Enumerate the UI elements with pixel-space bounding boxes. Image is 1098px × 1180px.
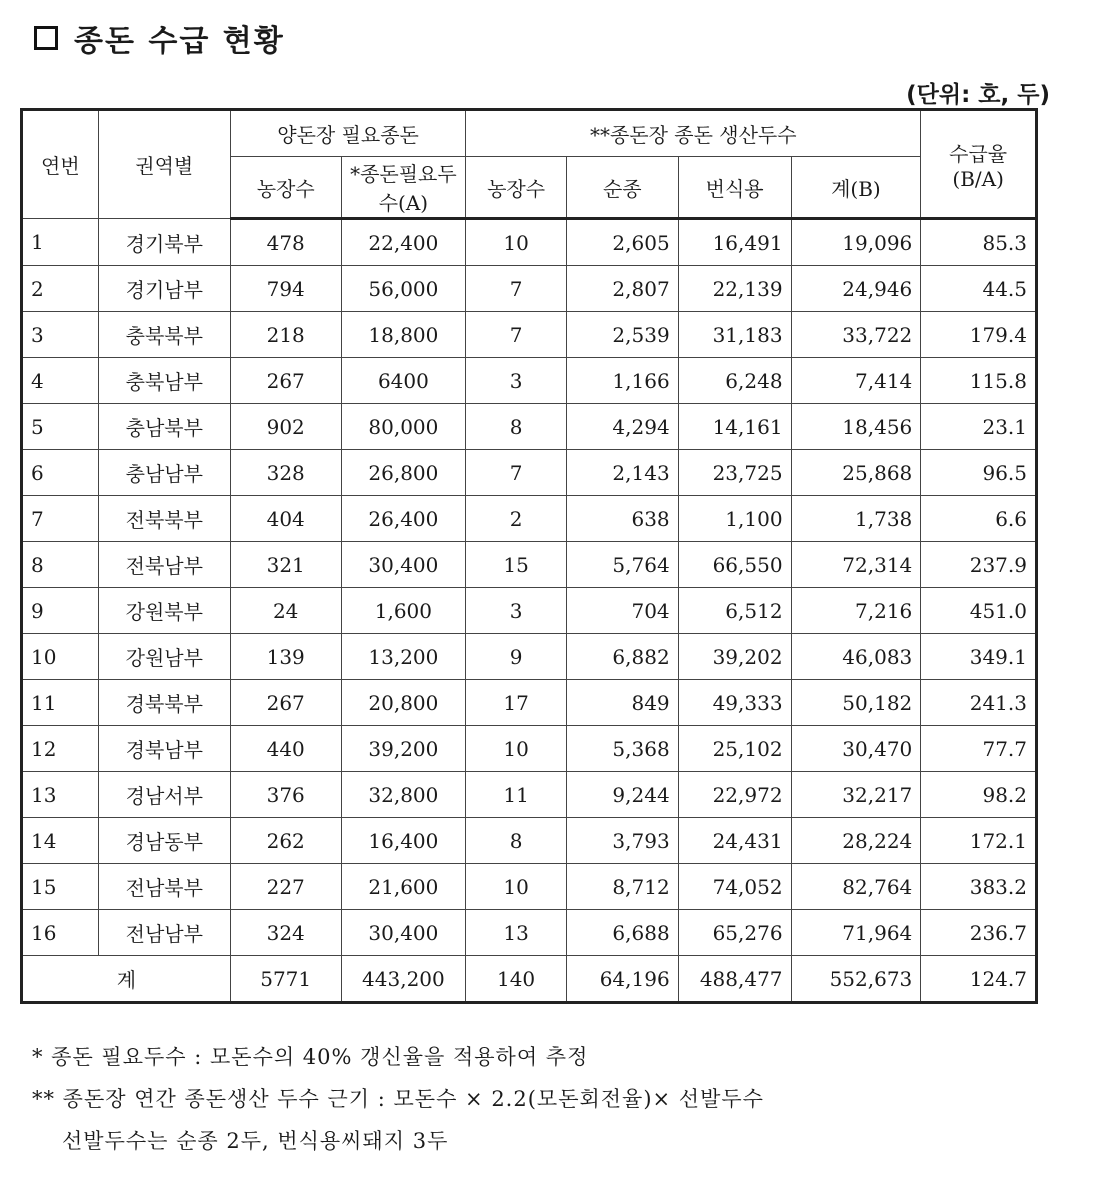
row-pure: 8,712 bbox=[566, 864, 678, 910]
row-pure: 6,688 bbox=[566, 910, 678, 956]
page-title-text: 종돈 수급 현황 bbox=[74, 24, 285, 59]
row-need: 30,400 bbox=[341, 910, 466, 956]
row-ratio: 96.5 bbox=[921, 450, 1037, 496]
header-region: 권역별 bbox=[98, 110, 230, 219]
table-row bbox=[22, 772, 1037, 818]
row-total: 1,738 bbox=[791, 496, 921, 542]
total-breed: 488,477 bbox=[678, 956, 791, 1003]
table-row bbox=[22, 266, 1037, 312]
row-breed: 23,725 bbox=[678, 450, 791, 496]
table-row bbox=[22, 358, 1037, 404]
row-region: 전남북부 bbox=[98, 864, 230, 910]
row-region: 전북북부 bbox=[98, 496, 230, 542]
row-supply-farms: 10 bbox=[466, 864, 567, 910]
table-row bbox=[22, 680, 1037, 726]
row-region: 경남동부 bbox=[98, 818, 230, 864]
row-need: 39,200 bbox=[341, 726, 466, 772]
row-farms: 376 bbox=[230, 772, 341, 818]
row-supply-farms: 7 bbox=[466, 450, 567, 496]
table-row bbox=[22, 588, 1037, 634]
table-row bbox=[22, 864, 1037, 910]
row-ratio: 172.1 bbox=[921, 818, 1037, 864]
row-pure: 9,244 bbox=[566, 772, 678, 818]
row-pure: 3,793 bbox=[566, 818, 678, 864]
row-breed: 14,161 bbox=[678, 404, 791, 450]
total-total: 552,673 bbox=[791, 956, 921, 1003]
row-breed: 39,202 bbox=[678, 634, 791, 680]
row-region: 전남남부 bbox=[98, 910, 230, 956]
row-seq: 2 bbox=[22, 266, 99, 312]
row-farms: 324 bbox=[230, 910, 341, 956]
row-supply-farms: 9 bbox=[466, 634, 567, 680]
header-total: 계(B) bbox=[791, 157, 921, 219]
table-row bbox=[22, 542, 1037, 588]
row-farms: 218 bbox=[230, 312, 341, 358]
row-farms: 328 bbox=[230, 450, 341, 496]
row-breed: 1,100 bbox=[678, 496, 791, 542]
row-total: 19,096 bbox=[791, 219, 921, 266]
row-total: 30,470 bbox=[791, 726, 921, 772]
row-breed: 66,550 bbox=[678, 542, 791, 588]
table-row bbox=[22, 818, 1037, 864]
row-ratio: 23.1 bbox=[921, 404, 1037, 450]
row-ratio: 98.2 bbox=[921, 772, 1037, 818]
row-pure: 2,143 bbox=[566, 450, 678, 496]
row-breed: 6,512 bbox=[678, 588, 791, 634]
total-need: 443,200 bbox=[341, 956, 466, 1003]
row-seq: 4 bbox=[22, 358, 99, 404]
row-seq: 3 bbox=[22, 312, 99, 358]
row-breed: 65,276 bbox=[678, 910, 791, 956]
row-supply-farms: 7 bbox=[466, 312, 567, 358]
table-row bbox=[22, 404, 1037, 450]
row-ratio: 77.7 bbox=[921, 726, 1037, 772]
header-group-supply: **종돈장 종돈 생산두수 bbox=[466, 110, 921, 157]
row-ratio: 236.7 bbox=[921, 910, 1037, 956]
row-seq: 13 bbox=[22, 772, 99, 818]
row-pure: 2,807 bbox=[566, 266, 678, 312]
row-supply-farms: 7 bbox=[466, 266, 567, 312]
page-title bbox=[34, 16, 285, 60]
header-supply-farms: 농장수 bbox=[466, 157, 567, 219]
row-region: 경북남부 bbox=[98, 726, 230, 772]
row-region: 충북북부 bbox=[98, 312, 230, 358]
total-farms: 5771 bbox=[230, 956, 341, 1003]
row-supply-farms: 11 bbox=[466, 772, 567, 818]
table-row bbox=[22, 726, 1037, 772]
row-farms: 404 bbox=[230, 496, 341, 542]
table-row bbox=[22, 312, 1037, 358]
header-row-top bbox=[22, 110, 1037, 157]
supply-table bbox=[20, 108, 1038, 1004]
row-farms: 139 bbox=[230, 634, 341, 680]
row-farms: 794 bbox=[230, 266, 341, 312]
row-seq: 10 bbox=[22, 634, 99, 680]
row-breed: 22,139 bbox=[678, 266, 791, 312]
row-total: 25,868 bbox=[791, 450, 921, 496]
row-ratio: 383.2 bbox=[921, 864, 1037, 910]
row-need: 30,400 bbox=[341, 542, 466, 588]
row-supply-farms: 13 bbox=[466, 910, 567, 956]
row-farms: 262 bbox=[230, 818, 341, 864]
row-pure: 4,294 bbox=[566, 404, 678, 450]
row-farms: 24 bbox=[230, 588, 341, 634]
row-breed: 74,052 bbox=[678, 864, 791, 910]
total-row bbox=[22, 956, 1037, 1003]
row-supply-farms: 15 bbox=[466, 542, 567, 588]
row-total: 18,456 bbox=[791, 404, 921, 450]
row-farms: 440 bbox=[230, 726, 341, 772]
row-region: 강원북부 bbox=[98, 588, 230, 634]
row-seq: 14 bbox=[22, 818, 99, 864]
row-total: 71,964 bbox=[791, 910, 921, 956]
row-total: 32,217 bbox=[791, 772, 921, 818]
table-row bbox=[22, 910, 1037, 956]
row-seq: 16 bbox=[22, 910, 99, 956]
row-need: 6400 bbox=[341, 358, 466, 404]
row-need: 56,000 bbox=[341, 266, 466, 312]
header-group-demand: 양돈장 필요종돈 bbox=[230, 110, 465, 157]
footnote-1: * 종돈 필요두수 : 모돈수의 40% 갱신율을 적용하여 추정 bbox=[32, 1045, 589, 1069]
row-ratio: 237.9 bbox=[921, 542, 1037, 588]
row-farms: 267 bbox=[230, 680, 341, 726]
row-region: 경기남부 bbox=[98, 266, 230, 312]
row-supply-farms: 8 bbox=[466, 818, 567, 864]
total-label: 계 bbox=[22, 956, 231, 1003]
header-ratio: 수급율 (B/A) bbox=[921, 110, 1037, 219]
row-supply-farms: 3 bbox=[466, 358, 567, 404]
row-breed: 49,333 bbox=[678, 680, 791, 726]
header-pure: 순종 bbox=[566, 157, 678, 219]
table-row bbox=[22, 496, 1037, 542]
row-pure: 5,368 bbox=[566, 726, 678, 772]
table-row bbox=[22, 634, 1037, 680]
header-farms: 농장수 bbox=[230, 157, 341, 219]
header-breed: 번식용 bbox=[678, 157, 791, 219]
row-need: 21,600 bbox=[341, 864, 466, 910]
row-seq: 5 bbox=[22, 404, 99, 450]
row-ratio: 241.3 bbox=[921, 680, 1037, 726]
row-pure: 638 bbox=[566, 496, 678, 542]
row-farms: 321 bbox=[230, 542, 341, 588]
total-ratio: 124.7 bbox=[921, 956, 1037, 1003]
row-total: 33,722 bbox=[791, 312, 921, 358]
row-seq: 15 bbox=[22, 864, 99, 910]
row-need: 32,800 bbox=[341, 772, 466, 818]
row-region: 경남서부 bbox=[98, 772, 230, 818]
row-region: 경기북부 bbox=[98, 219, 230, 266]
row-supply-farms: 10 bbox=[466, 726, 567, 772]
row-total: 24,946 bbox=[791, 266, 921, 312]
row-total: 82,764 bbox=[791, 864, 921, 910]
row-total: 7,216 bbox=[791, 588, 921, 634]
total-sfarms: 140 bbox=[466, 956, 567, 1003]
row-supply-farms: 3 bbox=[466, 588, 567, 634]
row-need: 13,200 bbox=[341, 634, 466, 680]
row-region: 충남남부 bbox=[98, 450, 230, 496]
row-seq: 8 bbox=[22, 542, 99, 588]
row-breed: 16,491 bbox=[678, 219, 791, 266]
row-pure: 2,605 bbox=[566, 219, 678, 266]
row-need: 1,600 bbox=[341, 588, 466, 634]
row-seq: 7 bbox=[22, 496, 99, 542]
row-total: 28,224 bbox=[791, 818, 921, 864]
row-farms: 267 bbox=[230, 358, 341, 404]
row-pure: 2,539 bbox=[566, 312, 678, 358]
row-pure: 6,882 bbox=[566, 634, 678, 680]
row-need: 80,000 bbox=[341, 404, 466, 450]
row-breed: 6,248 bbox=[678, 358, 791, 404]
row-ratio: 349.1 bbox=[921, 634, 1037, 680]
row-seq: 9 bbox=[22, 588, 99, 634]
row-region: 경북북부 bbox=[98, 680, 230, 726]
row-ratio: 85.3 bbox=[921, 219, 1037, 266]
row-need: 16,400 bbox=[341, 818, 466, 864]
header-need: *종돈필요두수(A) bbox=[341, 157, 466, 219]
row-ratio: 115.8 bbox=[921, 358, 1037, 404]
row-breed: 31,183 bbox=[678, 312, 791, 358]
row-farms: 478 bbox=[230, 219, 341, 266]
row-ratio: 6.6 bbox=[921, 496, 1037, 542]
row-breed: 22,972 bbox=[678, 772, 791, 818]
row-need: 20,800 bbox=[341, 680, 466, 726]
row-total: 46,083 bbox=[791, 634, 921, 680]
footnote-2: ** 종돈장 연간 종돈생산 두수 근기 : 모돈수 × 2.2(모돈회전율)× 선발두수 bbox=[32, 1087, 764, 1111]
row-region: 전북남부 bbox=[98, 542, 230, 588]
row-region: 강원남부 bbox=[98, 634, 230, 680]
total-pure: 64,196 bbox=[566, 956, 678, 1003]
row-pure: 5,764 bbox=[566, 542, 678, 588]
header-seq: 연번 bbox=[22, 110, 99, 219]
row-total: 7,414 bbox=[791, 358, 921, 404]
row-pure: 849 bbox=[566, 680, 678, 726]
table-row bbox=[22, 450, 1037, 496]
row-breed: 24,431 bbox=[678, 818, 791, 864]
footnotes bbox=[32, 1036, 764, 1162]
row-seq: 12 bbox=[22, 726, 99, 772]
row-farms: 227 bbox=[230, 864, 341, 910]
unit-label: (단위: 호, 두) bbox=[906, 82, 1050, 108]
row-ratio: 451.0 bbox=[921, 588, 1037, 634]
row-breed: 25,102 bbox=[678, 726, 791, 772]
row-need: 18,800 bbox=[341, 312, 466, 358]
row-pure: 1,166 bbox=[566, 358, 678, 404]
row-farms: 902 bbox=[230, 404, 341, 450]
row-seq: 6 bbox=[22, 450, 99, 496]
row-ratio: 179.4 bbox=[921, 312, 1037, 358]
row-ratio: 44.5 bbox=[921, 266, 1037, 312]
row-need: 26,400 bbox=[341, 496, 466, 542]
checkbox-square-icon bbox=[34, 26, 58, 50]
row-need: 26,800 bbox=[341, 450, 466, 496]
row-supply-farms: 2 bbox=[466, 496, 567, 542]
row-supply-farms: 10 bbox=[466, 219, 567, 266]
row-total: 50,182 bbox=[791, 680, 921, 726]
row-need: 22,400 bbox=[341, 219, 466, 266]
row-region: 충남북부 bbox=[98, 404, 230, 450]
row-seq: 11 bbox=[22, 680, 99, 726]
row-seq: 1 bbox=[22, 219, 99, 266]
table-body bbox=[22, 219, 1037, 1003]
row-region: 충북남부 bbox=[98, 358, 230, 404]
row-supply-farms: 8 bbox=[466, 404, 567, 450]
row-supply-farms: 17 bbox=[466, 680, 567, 726]
table-row bbox=[22, 219, 1037, 266]
footnote-3: 선발두수는 순종 2두, 번식용씨돼지 3두 bbox=[62, 1129, 449, 1153]
row-pure: 704 bbox=[566, 588, 678, 634]
row-total: 72,314 bbox=[791, 542, 921, 588]
